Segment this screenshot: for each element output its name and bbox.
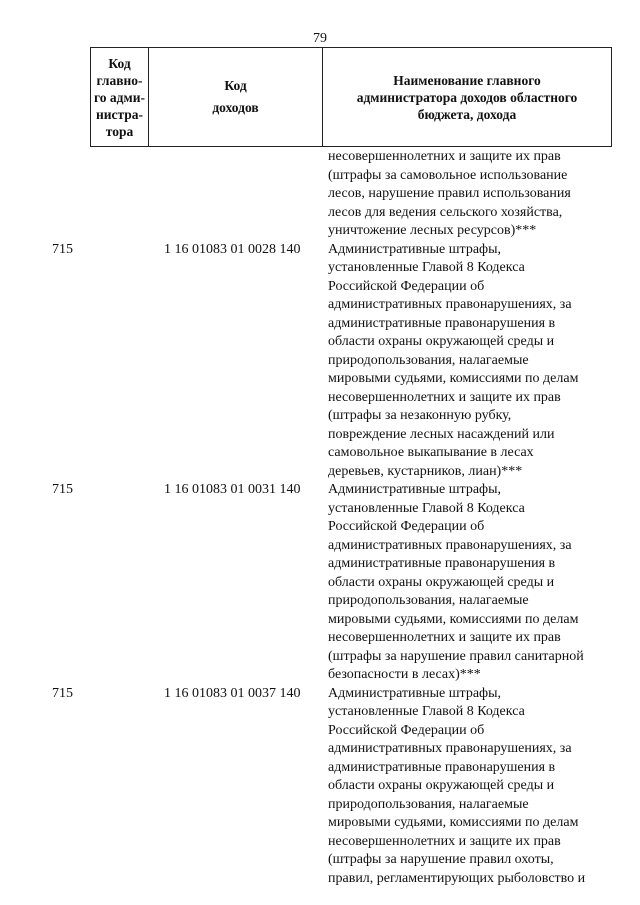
description-line: (штрафы за нарушение правил охоты,	[328, 852, 554, 867]
table-header	[90, 47, 612, 147]
description-line: административных правонарушениях, за	[328, 741, 572, 756]
description-line: правил, регламентирующих рыболовство и	[328, 870, 586, 886]
table-row	[0, 481, 640, 685]
income-code	[90, 148, 320, 241]
description-line: несовершеннолетних и защите их прав	[328, 149, 561, 164]
description-line: Российской Федерации об	[328, 278, 485, 294]
description-line: несовершеннолетних и защите их прав	[328, 833, 561, 849]
header-admin-code: Код главно- го адми- нистра- тора	[91, 48, 149, 146]
description-line: (штрафы за самовольное использование	[328, 167, 568, 183]
income-code: 1 16 01083 01 0028 140	[164, 241, 301, 257]
description-line: деревьев, кустарников, лиан)***	[328, 463, 523, 479]
description-line: Российской Федерации об	[328, 519, 485, 534]
description-line: уничтожение лесных ресурсов)***	[328, 223, 537, 238]
description-line: природопользования, налагаемые	[328, 593, 529, 608]
description-line: административных правонарушениях, за	[328, 537, 572, 553]
admin-code: 715	[52, 241, 73, 257]
description-line: самовольное выкапывание в лесах	[328, 445, 534, 460]
description-line: повреждение лесных насаждений или	[328, 426, 555, 442]
description-line: лесов, нарушение правил использования	[328, 186, 571, 201]
table-row	[0, 685, 640, 889]
income-description	[320, 685, 610, 889]
income-description	[320, 241, 610, 482]
description-line: безопасности в лесах)***	[328, 667, 481, 682]
header-income-code: Код доходов	[149, 48, 323, 146]
description-line: административные правонарушения в	[328, 759, 556, 775]
description-line: несовершеннолетних и защите их прав	[328, 630, 561, 645]
table-body	[0, 148, 640, 888]
description-line: административные правонарушения в	[328, 556, 556, 571]
description-line: (штрафы за незаконную рубку,	[328, 408, 512, 423]
description-line: административных правонарушениях, за	[328, 297, 572, 312]
description-line: природопользования, налагаемые	[328, 352, 529, 368]
income-code: 1 16 01083 01 0031 140	[164, 482, 301, 497]
admin-code: 715	[52, 685, 73, 701]
description-line: Административные штрафы,	[328, 241, 502, 257]
page-number: 79	[313, 31, 327, 46]
description-line: лесов для ведения сельского хозяйства,	[328, 204, 563, 220]
admin-code-cell	[0, 481, 90, 685]
admin-code: 715	[52, 482, 73, 497]
description-line: области охраны окружающей среды и	[328, 778, 555, 793]
description-line: установленные Главой 8 Кодекса	[328, 260, 525, 275]
description-line: (штрафы за нарушение правил санитарной	[328, 648, 584, 664]
header-name: Наименование главного администратора доходов областного бюджета, дохода	[356, 72, 578, 122]
description-line: природопользования, налагаемые	[328, 796, 529, 812]
admin-code-cell	[0, 685, 90, 889]
description-line: административные правонарушения в	[328, 315, 556, 331]
income-description	[320, 148, 610, 241]
description-line: области охраны окружающей среды и	[328, 574, 555, 590]
income-code: 1 16 01083 01 0037 140	[164, 685, 301, 701]
description-line: мировыми судьями, комиссиями по делам	[328, 815, 579, 830]
description-line: Административные штрафы,	[328, 482, 502, 497]
table-row	[0, 241, 640, 482]
description-line: Российской Федерации об	[328, 722, 485, 738]
description-line: Административные штрафы,	[328, 685, 502, 701]
admin-code-cell	[0, 148, 90, 241]
description-line: области охраны окружающей среды и	[328, 334, 555, 349]
description-line: мировыми судьями, комиссиями по делам	[328, 611, 579, 627]
income-description	[320, 481, 610, 685]
admin-code-cell	[0, 241, 90, 482]
description-line: установленные Главой 8 Кодекса	[328, 500, 525, 516]
description-line: мировыми судьями, комиссиями по делам	[328, 371, 579, 386]
table-row	[0, 148, 640, 241]
description-line: установленные Главой 8 Кодекса	[328, 704, 525, 719]
description-line: несовершеннолетних и защите их прав	[328, 389, 561, 405]
